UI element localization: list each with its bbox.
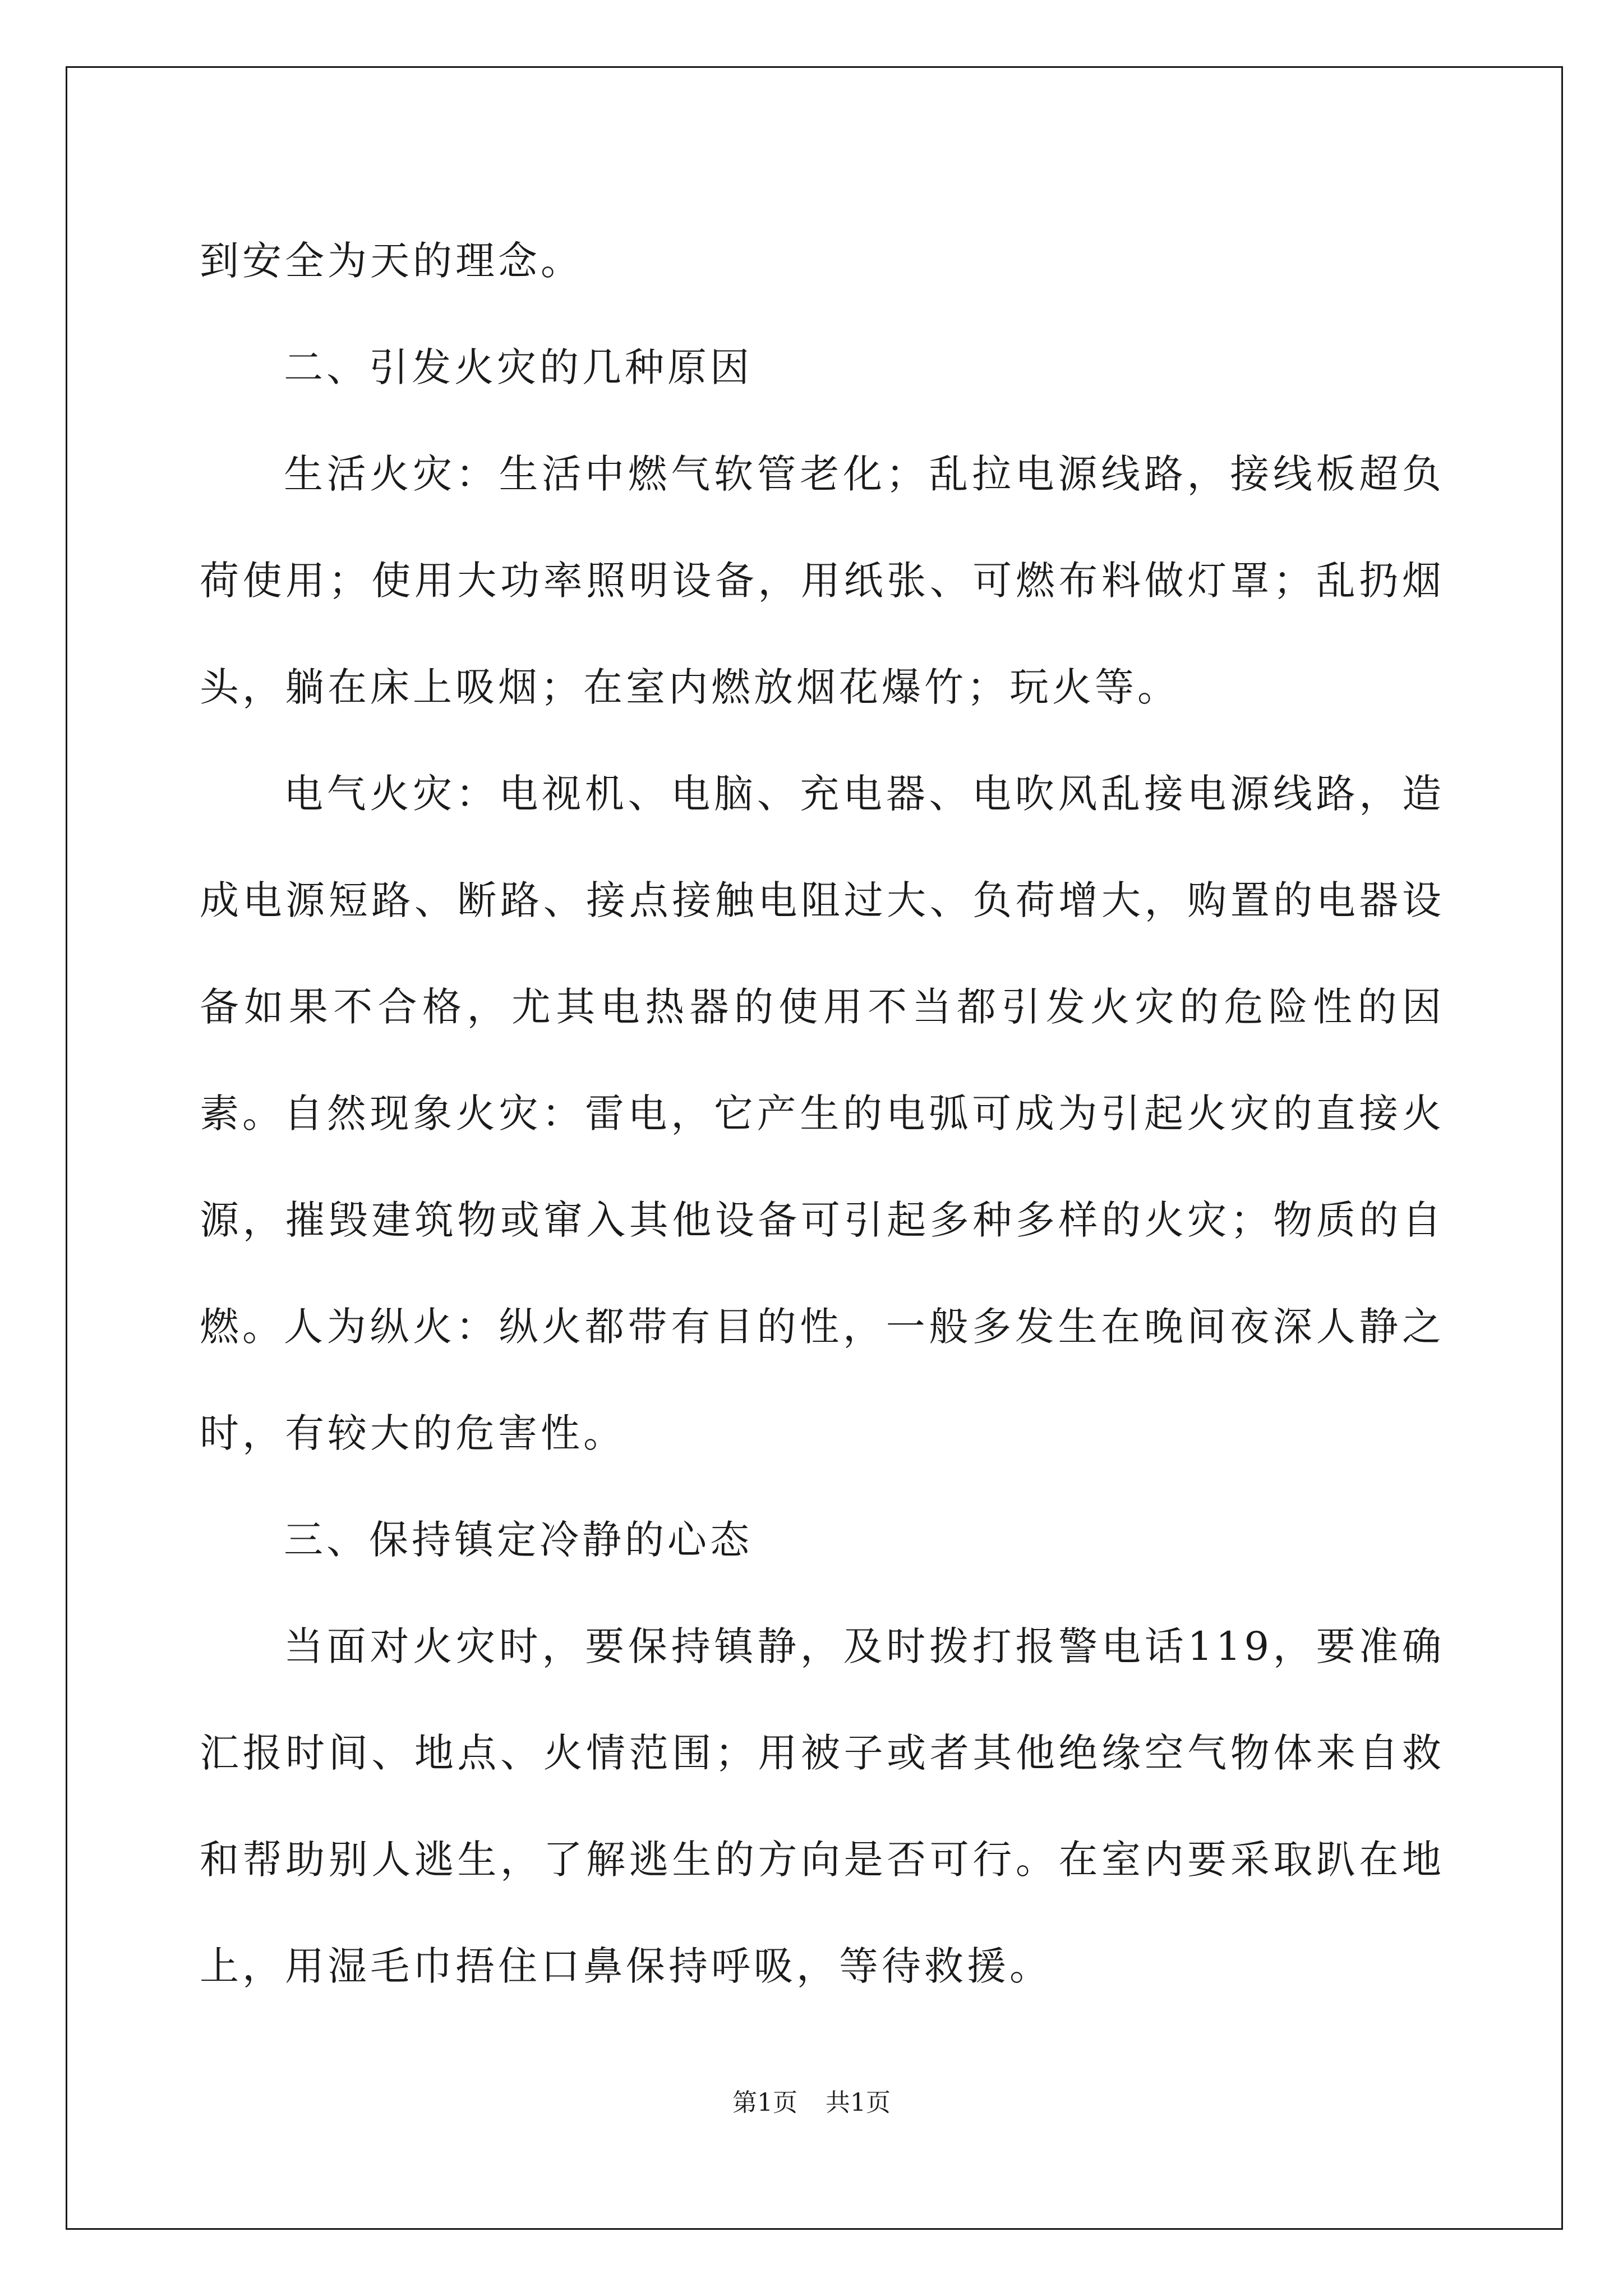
section-heading-3: 三、保持镇定冷静的心态 [284, 1517, 753, 1563]
page-footer [0, 2082, 1623, 2118]
page-number: 第1页 [732, 2088, 797, 2117]
paragraph-arson: 人为纵火：纵火都带有目的性，一般多发生在晚间夜深人静之时，有较大的危害性。 [200, 1304, 1445, 1456]
page-total: 共1页 [826, 2088, 891, 2117]
paragraph-continuation: 到安全为天的理念。 [200, 238, 583, 284]
paragraph-natural-fire: 自然现象火灾：雷电，它产生的电弧可成为引起火灾的直接火源，摧毁建筑物或窜入其他设备可引起多种多样的火灾；物质的自燃。 [200, 1091, 1445, 1350]
paragraph-electrical-fire: 电气火灾：电视机、电脑、充电器、电吹风乱接电源线路，造成电源短路、断路、接点接触电阻过大、负荷增大，购置的电器设备如果不合格，尤其电热器的使用不当都引发火灾的危险性的因素。 [200, 771, 1445, 1137]
paragraph-living-fire: 生活火灾：生活中燃气软管老化；乱拉电源线路，接线板超负荷使用；使用大功率照明设备，用纸张、可燃布料做灯罩；乱扔烟头，躺在床上吸烟；在室内燃放烟花爆竹；玩火等。 [200, 451, 1445, 710]
section-heading-2: 二、引发火灾的几种原因 [284, 344, 753, 390]
paragraph-stay-calm: 当面对火灾时，要保持镇静，及时拨打报警电话119，要准确汇报时间、地点、火情范围；用被子或者其他绝缘空气物体来自救和帮助别人逃生，了解逃生的方向是否可行。在室内要采取趴在地上，用湿毛巾捂住口鼻保持呼吸，等待救援。 [200, 1623, 1445, 1989]
